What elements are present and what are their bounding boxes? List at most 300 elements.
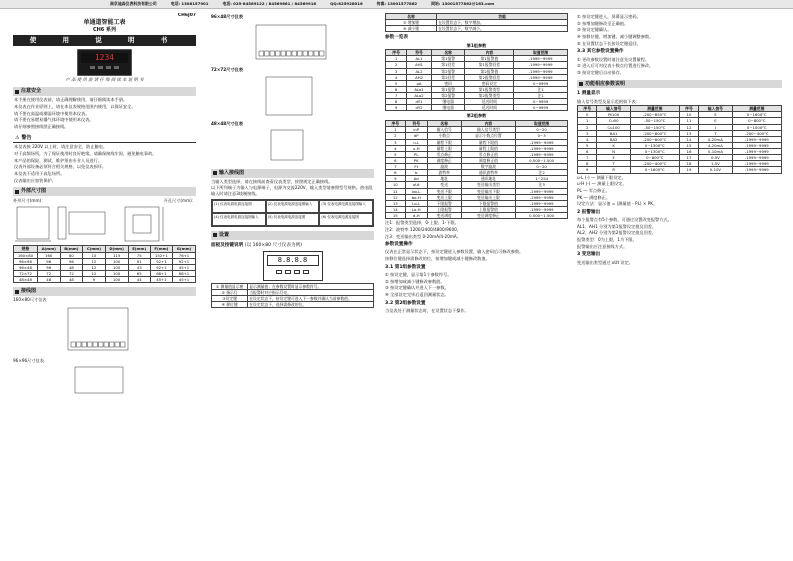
- list-item: 本手册在使用仪表前，请正确理解使用，请仔细阅读本手册。: [14, 97, 128, 103]
- terminal: [320, 51, 325, 56]
- table-header: E(mm): [128, 246, 150, 252]
- company-name: 南京迪森仪表科技有限公司: [110, 1, 157, 7]
- table-cell: b: [405, 170, 427, 176]
- table-cell: E: [597, 155, 630, 161]
- table-header: A(mm): [37, 246, 60, 252]
- table-cell: 48: [60, 264, 83, 270]
- panel-title: 面板及按键说明 (以 160×80 尺寸仪表为例): [211, 242, 302, 248]
- terminal: [77, 342, 82, 347]
- table-header: 序号: [578, 106, 597, 112]
- input-wiring-grid: [211, 199, 374, 227]
- table-cell: 第2报警: [431, 68, 465, 74]
- terminal: [104, 342, 109, 347]
- table-cell: 4: [386, 145, 406, 151]
- wiring-diagram-48x48: [211, 127, 374, 163]
- table-cell: 1: [386, 127, 406, 133]
- panel-drawing: [211, 251, 374, 281]
- table-header: 测量范围: [732, 106, 781, 112]
- table-cell: 48: [60, 277, 83, 283]
- table-cell: -1999~9999: [516, 151, 568, 157]
- product-image: [13, 49, 196, 76]
- table-cell: 1~254: [516, 176, 568, 182]
- table-cell: 0.500~1.500: [516, 157, 568, 163]
- table-cell: 91: [128, 258, 150, 264]
- table-cell: -1999~9999: [732, 149, 781, 155]
- table-cell: 13: [679, 130, 698, 136]
- table-cell: 继电器: [431, 99, 465, 105]
- table-cell: 6: [386, 86, 407, 92]
- table-header: 内容: [465, 50, 514, 56]
- table-cell: 9: [386, 105, 407, 111]
- table-cell: 0~9999: [514, 99, 568, 105]
- table-header: F(mm): [150, 246, 172, 252]
- table-cell: 输入信号类型: [461, 127, 516, 133]
- table-header: B(mm): [60, 246, 83, 252]
- terminal: [303, 51, 308, 56]
- table-cell: d-H: [405, 213, 427, 219]
- table-cell: PK: [405, 157, 427, 163]
- list-item: 仪表外部设备必须符合相关规格，以免仪表损坏。: [14, 164, 107, 170]
- key-table: ① 测量值显示窗 显示测量值；在参数设置时显示参数符号。 ② 指示灯 当报警时对应指示灯亮。 ③设定键 在设定状态下，按设定键可进入下一参数并确认当前参数值。 ④ 移位键 在设定状态下，选择需修改的位。: [211, 283, 374, 309]
- other-setup-title: 3.3 其它参数设置操作: [577, 49, 624, 55]
- warning-icon: ⚠: [15, 134, 20, 141]
- grid-cell: (1) 仪表电源电源连接图: [212, 200, 266, 213]
- table-cell: 76+1: [173, 252, 196, 258]
- table-cell: dY2: [407, 105, 432, 111]
- wiring-caption-160: 160×80尺寸仪表: [13, 296, 47, 302]
- input-type-table: [577, 105, 782, 173]
- table-cell: ALo2: [407, 93, 432, 99]
- panel-display: 8.8.8.8: [267, 255, 319, 266]
- table-row: [386, 127, 568, 133]
- table-cell: 19: [679, 167, 698, 173]
- table-cell: dP: [405, 133, 427, 139]
- table-cell: 100: [105, 258, 128, 264]
- table-cell: 100: [105, 270, 128, 276]
- table-cell: 0.500~1.500: [516, 213, 568, 219]
- table-row: [386, 182, 568, 188]
- table-cell: T: [699, 130, 732, 136]
- op-step: ① 按设定键，显示第1个参数符号。: [385, 271, 452, 277]
- table-header: 符号: [407, 50, 432, 56]
- table-cell: -1999~9999: [516, 145, 568, 151]
- section-functions: 功能相应参数说明: [577, 80, 782, 89]
- table-cell: 第2报警: [431, 93, 465, 99]
- table-cell: 92+1: [150, 258, 172, 264]
- table-cell: 显示小数点位置: [461, 133, 516, 139]
- column-1: [13, 13, 196, 559]
- table-cell: 变送满度: [427, 213, 461, 219]
- grid-cell: (5) 仪表电源电源连接图: [266, 213, 320, 226]
- table-cell: 10: [386, 182, 406, 188]
- table-cell: 0~1000°C: [732, 124, 781, 130]
- table-cell: 0~20: [516, 127, 568, 133]
- wiring-diagram-160: [13, 304, 196, 356]
- table-cell: 量程上限值: [461, 145, 516, 151]
- table-cell: 第1报警: [431, 56, 465, 62]
- table-cell: 4-20mA: [699, 142, 732, 148]
- table-cell: 12: [386, 194, 406, 200]
- table-cell: 0-5V: [699, 155, 732, 161]
- alarm-text: 报警输出应注意接线方式。: [577, 243, 628, 249]
- table-cell: 92+1: [173, 258, 196, 264]
- table-cell: -200~600°C: [630, 136, 679, 142]
- terminal: [265, 51, 270, 56]
- caption-72x72: 72×72尺寸仪表: [211, 67, 243, 73]
- table-cell: 15: [386, 213, 406, 219]
- alarm-text: AL2、AH2 分别为第2报警设定值及回差。: [577, 230, 657, 236]
- table-cell: 1-5V: [699, 161, 732, 167]
- table-cell: 第1回差: [431, 62, 465, 68]
- square-icon: [579, 82, 583, 86]
- table-cell: 量程下限值: [461, 139, 516, 145]
- dimensions-table: [13, 245, 196, 283]
- table-cell: 6: [386, 157, 406, 163]
- table-cell: -1999~9999: [516, 200, 568, 206]
- table-cell: 96×96: [14, 258, 38, 264]
- warning-list: [13, 144, 196, 183]
- setup-step: ① 按设定键进入，屏幕显示密码。: [577, 14, 641, 19]
- table-cell: 72: [37, 270, 60, 276]
- terminal: [121, 342, 126, 347]
- table-cell: 密码: [431, 80, 465, 86]
- table-row: [386, 194, 568, 200]
- dims-caption-outline: 外形尺寸(mm)：: [13, 198, 46, 204]
- table-cell: -50~150°C: [630, 124, 679, 130]
- table-cell: 注2: [516, 170, 568, 176]
- table-cell: 继电器: [431, 105, 465, 111]
- terminal: [281, 51, 286, 56]
- table-cell: S: [699, 112, 732, 118]
- table-cell: 0~1600°C: [630, 167, 679, 173]
- table-header: G(mm): [173, 246, 196, 252]
- table-cell: oUt: [405, 182, 427, 188]
- note-1: 注1：报警类型选择，0-上限、1-下限。: [385, 220, 459, 226]
- table-cell: 96: [37, 258, 60, 264]
- table-cell: 第2报警值: [465, 68, 514, 74]
- table-cell: 92+1: [150, 264, 172, 270]
- table-cell: 4: [578, 136, 597, 142]
- table-header: 内容: [461, 121, 516, 127]
- table-cell: -200~650°C: [630, 112, 679, 118]
- table-cell: 密码设定: [465, 80, 514, 86]
- table-cell: -1999~9999: [516, 194, 568, 200]
- table-cell: 18: [679, 161, 698, 167]
- product-display: 1234: [81, 53, 128, 64]
- table-cell: 5: [578, 142, 597, 148]
- product-title: 单通道智能工表: [83, 19, 126, 27]
- after-text: PK — 满度修正。: [577, 194, 611, 200]
- table-cell: 9: [386, 176, 406, 182]
- table-cell: 1: [578, 118, 597, 124]
- table-cell: oA: [407, 80, 432, 86]
- table-cell: 滤波: [427, 164, 461, 170]
- table-cell: Cu100: [597, 124, 630, 130]
- table-cell: -1999~9999: [732, 161, 781, 167]
- table-cell: 14: [679, 136, 698, 142]
- table-cell: 延迟时间: [465, 105, 514, 111]
- table-cell: bo-H: [405, 194, 427, 200]
- note-2: 注2：波特率 1200/2400/4800/9600。: [385, 226, 461, 232]
- table-cell: 44: [128, 277, 150, 283]
- table-cell: BA2: [597, 136, 630, 142]
- measure-display-text: 输入信号类型及显示范围如下表：: [577, 98, 640, 104]
- table-header: 规格: [14, 246, 38, 252]
- op-text-2: 按移位键选择需修改的位，按增加键或减小键修改数值。: [385, 256, 490, 262]
- table-cell: dY1: [407, 99, 432, 105]
- table-cell: u-L: [405, 139, 427, 145]
- table-cell: -1999~9999: [732, 142, 781, 148]
- table-cell: 7: [386, 93, 407, 99]
- table-cell: 2: [386, 62, 407, 68]
- terminal: [115, 342, 120, 347]
- table-header: 测量范围: [630, 106, 679, 112]
- table-cell: -200~600°C: [630, 130, 679, 136]
- table-cell: 100: [105, 277, 128, 283]
- wiring-diagram-96x48: [211, 21, 374, 65]
- table-cell: N: [597, 149, 630, 155]
- table-cell: 0-10mA: [699, 149, 732, 155]
- qq: QQ:825928016: [330, 1, 363, 7]
- measure-display-title: 1 测量显示: [577, 91, 601, 97]
- table-cell: 152+1: [150, 252, 172, 258]
- alarm-text: 每个报警点有5个参数，可通过设置改变报警方式。: [577, 217, 672, 223]
- table-cell: 注1: [514, 93, 568, 99]
- table-header: 序号: [386, 50, 407, 56]
- other-step: ③ 按设定键后自动保存。: [577, 69, 624, 75]
- transmit-title: 3 变送输出: [577, 252, 601, 258]
- table-header: 取值范围: [516, 121, 568, 127]
- table-cell: 上限报警值: [461, 206, 516, 212]
- table-cell: 9: [83, 277, 105, 283]
- table-cell: 零点修正值: [461, 151, 516, 157]
- model-code: CH6J07: [177, 13, 196, 18]
- table-cell: 65: [128, 270, 150, 276]
- table-cell: 满度修正: [427, 157, 461, 163]
- list-item: 本仪表不适用于高危场所。: [14, 171, 65, 177]
- table-cell: 第2报警类型: [465, 93, 514, 99]
- table-cell: 第1报警类型: [465, 86, 514, 92]
- setup-step: ② 按增加键修改至正确值。: [577, 20, 629, 26]
- table-cell: 6: [578, 149, 597, 155]
- op-step: ② 按增加或减小键修改参数值。: [385, 278, 445, 284]
- input-text-2: 以下所列端子为输入与电源端子，电源为交流220V，输入类型请参照型号规格。热电阻输入时请注意3线制接线。: [211, 185, 373, 197]
- section-input-wiring: 输入接线图: [211, 169, 374, 178]
- list-item: 请不要在高温或潮湿环境中使用本仪表。: [14, 110, 90, 116]
- table-header: 符号: [405, 121, 427, 127]
- table-cell: 0~1600°C: [732, 112, 781, 118]
- table-cell: E: [699, 118, 732, 124]
- section-dimensions: 外部尺寸图: [13, 187, 196, 196]
- table-cell: -1999~9999: [516, 206, 568, 212]
- table-cell: 80: [60, 252, 83, 258]
- table-row: [386, 105, 568, 111]
- table-cell: 通讯地址: [461, 176, 516, 182]
- setup-step: ⑤ 在设置状态下长按设定键返回。: [577, 40, 641, 46]
- table-cell: 48×48: [14, 277, 38, 283]
- table-cell: 9: [578, 167, 597, 173]
- tagline: 产 品 使 用 前 请 仔 细 阅 读 本 说 明 书: [65, 77, 144, 83]
- fax: 传真: 13001577862: [376, 1, 418, 7]
- grid-cell: (2) 仪表电源电源连接图输入: [266, 200, 320, 213]
- table-row: [386, 213, 568, 219]
- phone: 电话: 1308157901: [170, 1, 209, 7]
- terminal: [110, 342, 115, 347]
- table-cell: 72: [60, 270, 83, 276]
- table-cell: -1999~9999: [514, 74, 568, 80]
- column-2: [211, 13, 374, 559]
- table-cell: 3: [386, 68, 407, 74]
- table-cell: 变送: [427, 182, 461, 188]
- after-text: 设定方法：显示值 = (测量值 - PL) × PK。: [577, 201, 658, 207]
- table-cell: 2: [578, 124, 597, 130]
- table-cell: 第2回差: [431, 74, 465, 80]
- section-warning: ⚠ 警告: [13, 134, 196, 144]
- table-cell: 96: [60, 258, 83, 264]
- table-cell: u-H: [405, 145, 427, 151]
- table-cell: ALo1: [407, 86, 432, 92]
- param-list-title: 参数一览表: [385, 35, 408, 41]
- table-cell: 0: [578, 112, 597, 118]
- terminal: [82, 342, 87, 347]
- table-cell: 12: [83, 258, 105, 264]
- op-sub-2-title: 3.2 第2组参数设置: [385, 300, 426, 306]
- table-cell: 0~800°C: [630, 155, 679, 161]
- note-3: 注3：变送输出类型 0-20mA/4-20mA。: [385, 233, 461, 239]
- table-cell: 14: [386, 206, 406, 212]
- table-cell: 3: [386, 139, 406, 145]
- table-cell: 11: [386, 188, 406, 194]
- table-cell: R: [597, 167, 630, 173]
- table-cell: -200~400°C: [732, 130, 781, 136]
- table-cell: 0~9999: [514, 80, 568, 86]
- caption-48x48: 48×48尺寸仪表: [211, 120, 243, 126]
- table-cell: 5: [386, 151, 406, 157]
- column-4: [577, 13, 782, 559]
- list-item: 仪表输出应加装保护。: [14, 177, 56, 183]
- table-cell: 13: [386, 200, 406, 206]
- table-cell: 45+1: [150, 277, 172, 283]
- table-cell: AL1: [407, 56, 432, 62]
- table-cell: 2: [386, 133, 406, 139]
- table-cell: inP: [405, 127, 427, 133]
- table-cell: 上限报警: [427, 206, 461, 212]
- terminal: [309, 51, 314, 56]
- table-cell: -1999~9999: [516, 188, 568, 194]
- table-cell: AH1: [407, 62, 432, 68]
- table-cell: 第2报警回差: [465, 74, 514, 80]
- param-group-2-title: 第2组参数: [466, 113, 487, 119]
- table-cell: 72×72: [14, 270, 38, 276]
- alarm-text: 报警类型：0为上限，1为下限。: [577, 237, 637, 243]
- table-cell: 数字滤波: [461, 164, 516, 170]
- table-cell: 11: [679, 118, 698, 124]
- table-cell: 变送上限: [427, 194, 461, 200]
- table-cell: 延迟时间: [465, 99, 514, 105]
- table-header: 输入信号: [597, 106, 630, 112]
- table-cell: 115: [105, 252, 128, 258]
- table-cell: 12: [83, 270, 105, 276]
- table-cell: bo-L: [405, 188, 427, 194]
- after-text: u-L (-) — 测量下限设定。: [577, 174, 626, 180]
- table-cell: 43: [128, 264, 150, 270]
- section-safety: 注意安全: [13, 87, 196, 96]
- table-cell: 160×80: [14, 252, 38, 258]
- table-cell: Ft: [405, 164, 427, 170]
- table-cell: Lo-L: [405, 200, 427, 206]
- table-cell: T: [597, 161, 630, 167]
- table-cell: 12: [679, 124, 698, 130]
- table-cell: -200~400°C: [630, 161, 679, 167]
- square-icon: [213, 171, 217, 175]
- table-row: [14, 277, 196, 283]
- table-cell: 4: [386, 74, 407, 80]
- table-cell: Ad: [405, 176, 427, 182]
- table-cell: 3: [578, 130, 597, 136]
- table-cell: 变送下限: [427, 188, 461, 194]
- table-cell: 0~9999: [514, 105, 568, 111]
- table-cell: 12: [83, 264, 105, 270]
- table-cell: 0~3: [516, 133, 568, 139]
- terminal: [276, 51, 281, 56]
- other-step: ① 更改参数设置时请注意先设置量程。: [577, 56, 650, 62]
- param-operation-title: 参数设置操作: [385, 242, 413, 248]
- terminal: [270, 51, 275, 56]
- wiring-diagram-96: [13, 365, 196, 395]
- terminal: [71, 342, 76, 347]
- after-text: u-H (-) — 测量上限设定。: [577, 181, 627, 187]
- dims-caption-cutout: 开孔尺寸(mm)：: [163, 198, 196, 204]
- square-icon: [213, 233, 217, 237]
- table-cell: 零点修正: [427, 151, 461, 157]
- input-text-1: 当输入类型选择，请在接线前查看仪表类型，按照规定正确接线。: [211, 178, 333, 184]
- table-cell: 5: [386, 80, 407, 86]
- table-header: C(mm): [83, 246, 105, 252]
- table-cell: 68+1: [173, 270, 196, 276]
- op-step: ④ 全部设定完毕后返回测量状态。: [385, 291, 449, 297]
- table-cell: Pt100: [597, 112, 630, 118]
- other-step: ② 进入后可对仪表小数点位置进行修改。: [577, 63, 654, 69]
- table-header: D(mm): [105, 246, 128, 252]
- table-cell: Cu50: [597, 118, 630, 124]
- table-cell: 0~1300°C: [630, 149, 679, 155]
- table-cell: 注1: [514, 86, 568, 92]
- table-cell: 96×48: [14, 264, 38, 270]
- caption-96x48: 96×48尺寸仪表: [211, 14, 243, 19]
- website: 网站: 13001577862@163.com: [431, 1, 495, 7]
- table-cell: 波特率: [427, 170, 461, 176]
- grid-cell: (3) 仪表电源电源连接图输入: [319, 200, 373, 213]
- table-cell: 7: [578, 155, 597, 161]
- table-cell: PL: [405, 151, 427, 157]
- table-cell: 变送满度修正: [461, 213, 516, 219]
- table-cell: AL2: [407, 68, 432, 74]
- after-text: PL — 零点修正。: [577, 187, 610, 193]
- table-cell: -1999~9999: [514, 68, 568, 74]
- column-3: [385, 13, 568, 559]
- square-icon: [15, 190, 19, 194]
- table-cell: AH2: [407, 74, 432, 80]
- telephone: 电话: 025-84569122 / 84569661 / 84569916: [222, 1, 317, 7]
- table-cell: 输入信号: [427, 127, 461, 133]
- section-setup: 设置: [211, 231, 374, 240]
- table-cell: 68+1: [150, 270, 172, 276]
- table-cell: 0-10V: [699, 167, 732, 173]
- table-cell: Lo-H: [405, 206, 427, 212]
- table-row: [578, 167, 782, 173]
- table-cell: 变送输出上限: [461, 194, 516, 200]
- table-cell: -1999~9999: [732, 167, 781, 173]
